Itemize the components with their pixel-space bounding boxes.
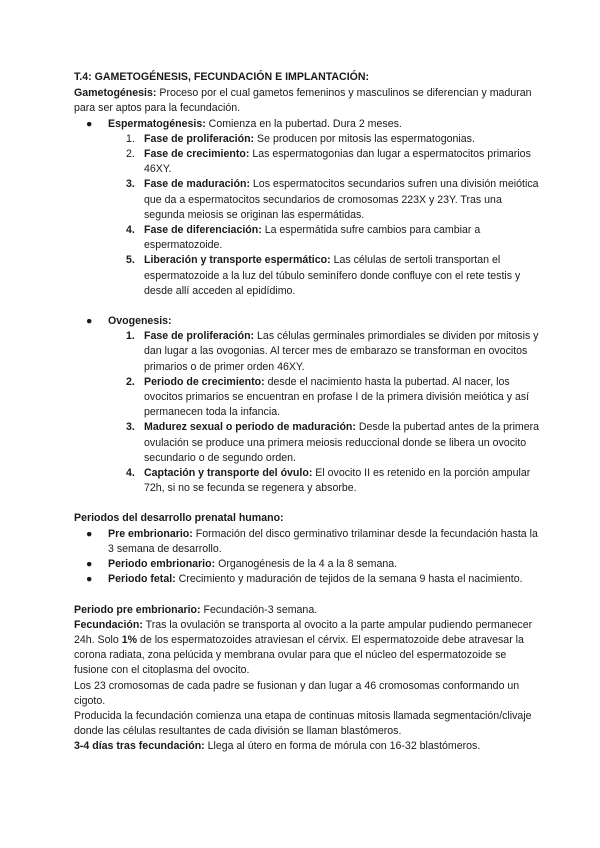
cromosomas-paragraph: Los 23 cromosomas de cada padre se fusionan y dan lugar a 46 cromosomas conformando un cigoto. [74,679,520,707]
bullet-icon: ● [86,315,93,328]
prenatal-text: Crecimiento y maduración de tejidos de la semana 9 hasta el nacimiento. [175,573,523,586]
list-item [126,329,540,375]
fecundacion-text-b: de los espermatozoides atraviesan el cérvix. El espermatozoide debe atravesar la corona radiata, zona pelúcida y membrana ovular para que el núcleo del espermatozoide se fusione con el citoplasma del ovocito. [74,633,524,677]
prenatal-term: Pre embrionario: [108,527,193,540]
phase-term: Fase de diferenciación: [144,224,262,237]
list-item [126,466,540,496]
list-item [74,557,540,572]
ovogenesis-phases [74,329,540,496]
spacer [74,496,540,511]
bullet-icon: ● [86,573,93,586]
espermatogenesis-text: Comienza en la pubertad. Dura 2 meses. [205,117,402,130]
list-item [126,147,540,177]
prenatal-text: Formación del disco germinativo trilaminar desde la fecundación hasta la 3 semana de desarrollo. [108,527,538,555]
item-number: 4. [126,467,135,480]
preembrionario-paragraph [74,603,540,618]
dias-text: Llega al útero en forma de mórula con 16-32 blastómeros. [204,740,481,753]
bullet-icon: ● [86,117,93,130]
espermatogenesis-list [74,117,540,132]
phase-term: Fase de crecimiento: [144,148,250,161]
gametogenesis-paragraph [74,86,540,116]
prenatal-term: Periodo embrionario: [108,558,216,571]
item-number: 2. [126,148,135,161]
bullet-icon: ● [86,527,93,540]
fecundacion-percent: 1% [121,633,138,646]
item-number: 1. [126,132,135,145]
fecundacion-text-a: Tras la ovulación se transporta al ovocito a la parte ampular pudiendo permanecer 24h. Solo [74,618,533,646]
item-number: 2. [126,375,135,388]
list-item [74,572,540,587]
espermatogenesis-term: Espermatogénesis: [108,117,206,130]
phase-text: Las espermatogonias dan lugar a espermatocitos primarios 46XY. [144,148,531,176]
spacer [74,299,540,314]
prenatal-term: Periodo fetal: [108,573,176,586]
espermatogenesis-item [74,117,540,132]
ovogenesis-list [74,314,540,329]
phase-term: Fase de maduración: [144,178,250,191]
gametogenesis-text: Proceso por el cual gametos femeninos y masculinos se diferencian y maduran para ser aptos para la fecundación. [74,87,532,115]
prenatal-heading-text: Periodos del desarrollo prenatal humano: [74,512,284,525]
preembrionario-text: Fecundación-3 semana. [200,603,318,616]
fecundacion-paragraph [74,618,540,679]
list-item [126,375,540,421]
prenatal-text: Organogénesis de la 4 a la 8 semana. [215,558,398,571]
item-number: 5. [126,254,135,267]
segmentacion-paragraph: Producida la fecundación comienza una etapa de continuas mitosis llamada segmentación/clivaje donde las células resultantes de cada división se llaman blastómeros. [74,709,532,738]
phase-text: Las células de sertoli transportan el espermatozoide a la luz del túbulo seminífero donde confluye con el rete testis y desde allí acceden al epidídimo. [144,254,521,297]
document-title: T.4: GAMETOGÉNESIS, FECUNDACIÓN E IMPLANTACIÓN: [74,71,370,83]
phase-text: El ovocito II es retenido en la porción ampular 72h, si no se fecunda se regenera y absorbe. [144,467,531,495]
preembrionario-term: Periodo pre embrionario: [74,603,201,616]
list-item [74,527,540,557]
phase-term: Liberación y transporte espermático: [144,254,331,267]
phase-term: Madurez sexual o periodo de maduración: [144,421,356,434]
list-item [126,223,540,253]
ovogenesis-term: Ovogenesis: [108,315,172,328]
phase-text: Los espermatocitos secundarios sufren una división meiótica que da a espermatocitos secundarios de cromosomas 223X y 23Y. Tras una segunda meiosis se originan las espermátidas. [144,178,539,221]
dias-paragraph [74,739,540,754]
ovogenesis-item [74,314,540,329]
phase-text: Desde la pubertad antes de la primera ovulación se produce una primera meiosis reduccional donde se libera un ovocito secundario o de segundo orden. [144,421,540,464]
phase-term: Fase de proliferación: [144,132,255,145]
item-number: 3. [126,178,135,191]
prenatal-heading [74,511,540,526]
fecundacion-term: Fecundación: [74,618,143,631]
prenatal-list [74,527,540,588]
espermatogenesis-phases [74,132,540,299]
item-number: 4. [126,224,135,237]
phase-text: desde el nacimiento hasta la pubertad. Al nacer, los ovocitos primarios se encuentran en profase I de la primera división meiótica y así permanecen toda la infancia. [144,375,530,419]
list-item [126,177,540,223]
item-number: 1. [126,330,135,343]
phase-text: Se producen por mitosis las espermatogonias. [254,132,475,145]
phase-term: Fase de proliferación: [144,330,255,343]
list-item [126,132,540,147]
phase-term: Captación y transporte del óvulo: [144,467,313,480]
bullet-icon: ● [86,558,93,571]
item-number: 3. [126,421,135,434]
dias-term: 3-4 días tras fecundación: [74,740,205,753]
phase-term: Periodo de crecimiento: [144,375,265,388]
list-item [126,253,540,299]
phase-text: La espermátida sufre cambios para cambiar a espermatozoide. [144,224,481,252]
spacer [74,588,540,603]
gametogenesis-term: Gametogénesis: [74,87,157,100]
phase-text: Las células germinales primordiales se dividen por mitosis y dan lugar a las ovogonias. Al tercer mes de embarazo se transforman en ovocitos primarios o de primer orden 46XY. [144,330,539,373]
list-item [126,420,540,466]
